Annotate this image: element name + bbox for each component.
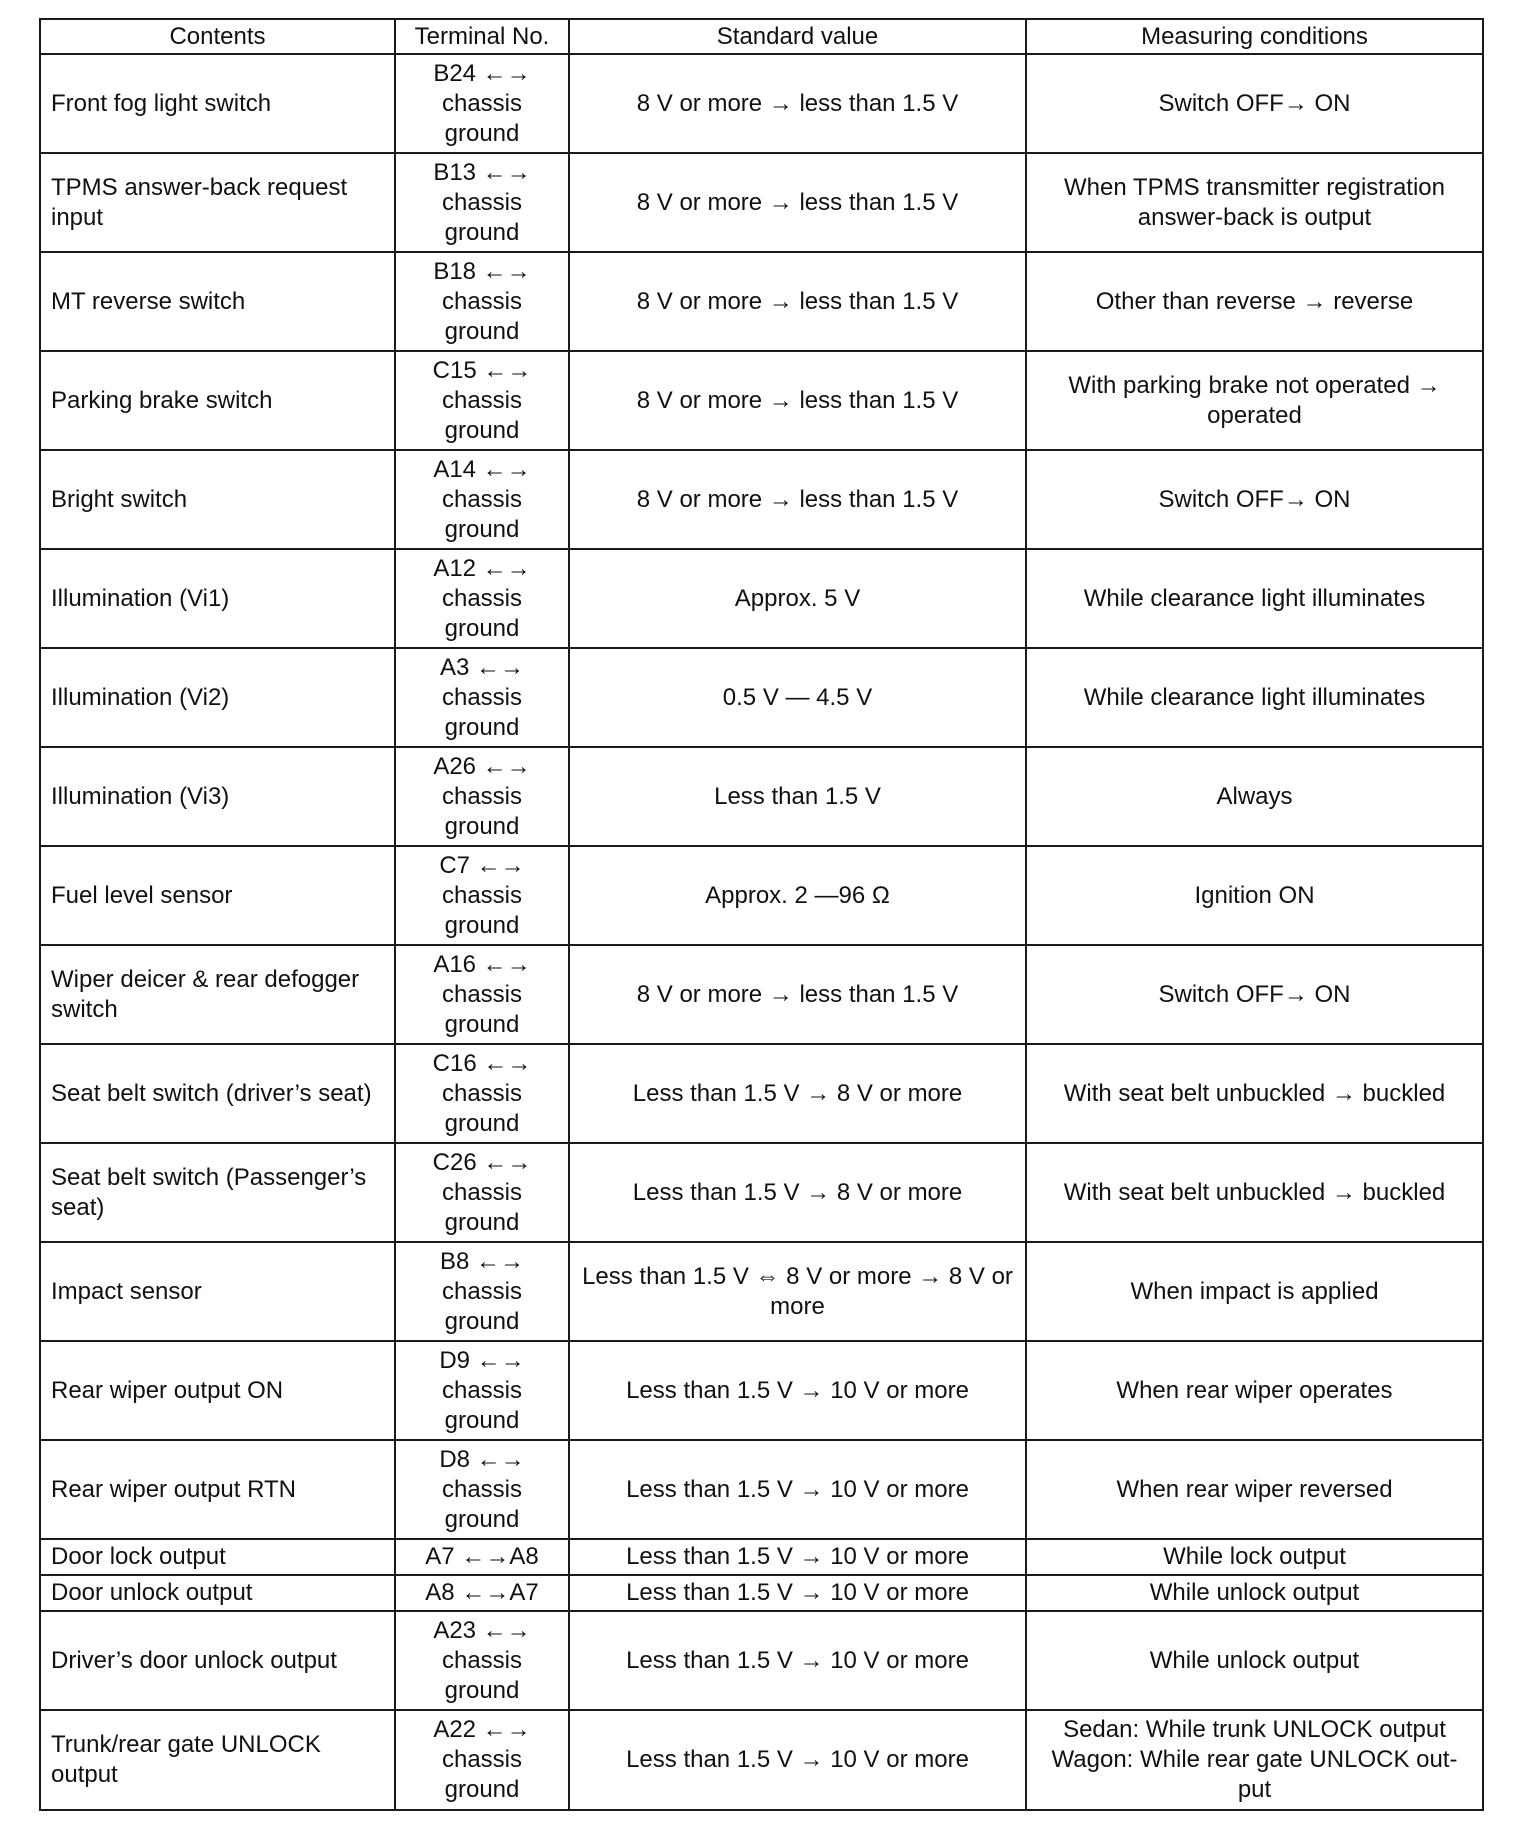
cell-standard-value: 8 V or more → less than 1.5 V (569, 153, 1026, 252)
header-terminal: Terminal No. (395, 19, 569, 54)
cell-measuring-condition: While unlock output (1026, 1611, 1483, 1710)
cell-standard-value: Approx. 2 —96 Ω (569, 846, 1026, 945)
cell-terminal: A16 ←→ chassis ground (395, 945, 569, 1044)
condition-line-wagon: Wagon: While rear gate UNLOCK out-put (1051, 1746, 1458, 1803)
cell-terminal: C7 ←→ chassis ground (395, 846, 569, 945)
cell-measuring-condition: When rear wiper reversed (1026, 1440, 1483, 1539)
cell-contents: Rear wiper output ON (40, 1341, 395, 1440)
cell-standard-value: Less than 1.5 V (569, 747, 1026, 846)
cell-standard-value: 8 V or more → less than 1.5 V (569, 252, 1026, 351)
cell-terminal: C26 ←→ chassis ground (395, 1143, 569, 1242)
cell-standard-value: Less than 1.5 V → 10 V or more (569, 1710, 1026, 1810)
cell-standard-value: Less than 1.5 V → 8 V or more (569, 1044, 1026, 1143)
cell-contents: Seat belt switch (driver’s seat) (40, 1044, 395, 1143)
cell-terminal: B18 ←→ chassis ground (395, 252, 569, 351)
cell-contents: Wiper deicer & rear defogger switch (40, 945, 395, 1044)
cell-contents: Parking brake switch (40, 351, 395, 450)
cell-terminal: D9 ←→ chassis ground (395, 1341, 569, 1440)
header-standard-value: Standard value (569, 19, 1026, 54)
cell-contents: Impact sensor (40, 1242, 395, 1341)
cell-measuring-condition: When TPMS transmitter registration answer-back is output (1026, 153, 1483, 252)
cell-measuring-condition: Other than reverse → reverse (1026, 252, 1483, 351)
cell-standard-value: 8 V or more → less than 1.5 V (569, 351, 1026, 450)
header-contents: Contents (40, 19, 395, 54)
cell-terminal: C15 ←→ chassis ground (395, 351, 569, 450)
cell-terminal: A12 ←→ chassis ground (395, 549, 569, 648)
cell-measuring-condition: While clearance light illuminates (1026, 648, 1483, 747)
cell-standard-value: 8 V or more → less than 1.5 V (569, 945, 1026, 1044)
cell-standard-value: Less than 1.5 V → 10 V or more (569, 1341, 1026, 1440)
cell-measuring-condition: Switch OFF→ ON (1026, 54, 1483, 153)
cell-terminal: C16 ←→ chassis ground (395, 1044, 569, 1143)
cell-standard-value: Approx. 5 V (569, 549, 1026, 648)
table-row (40, 747, 1483, 846)
table-row (40, 351, 1483, 450)
condition-line-sedan: Sedan: While trunk UNLOCK output (1063, 1716, 1446, 1743)
cell-standard-value: Less than 1.5 V ⇔ 8 V or more → 8 V or more (569, 1242, 1026, 1341)
table-row (40, 54, 1483, 153)
spec-table (39, 18, 1484, 1811)
table-row (40, 1611, 1483, 1710)
cell-standard-value: Less than 1.5 V → 10 V or more (569, 1440, 1026, 1539)
cell-contents: Illumination (Vi2) (40, 648, 395, 747)
cell-contents: Illumination (Vi3) (40, 747, 395, 846)
cell-contents: Door unlock output (40, 1575, 395, 1611)
cell-measuring-condition (1026, 1710, 1483, 1810)
cell-terminal: A22 ←→ chassis ground (395, 1710, 569, 1810)
cell-standard-value: 8 V or more → less than 1.5 V (569, 54, 1026, 153)
cell-standard-value: Less than 1.5 V → 10 V or more (569, 1575, 1026, 1611)
cell-measuring-condition: While unlock output (1026, 1575, 1483, 1611)
cell-terminal: A3 ←→ chassis ground (395, 648, 569, 747)
table-row (40, 1539, 1483, 1575)
header-measuring-conditions: Measuring conditions (1026, 19, 1483, 54)
cell-contents: Trunk/rear gate UNLOCK output (40, 1710, 395, 1810)
cell-standard-value: 8 V or more → less than 1.5 V (569, 450, 1026, 549)
cell-terminal: B24 ←→ chassis ground (395, 54, 569, 153)
cell-standard-value: Less than 1.5 V → 10 V or more (569, 1539, 1026, 1575)
cell-contents: Driver’s door unlock output (40, 1611, 395, 1710)
cell-contents: Fuel level sensor (40, 846, 395, 945)
cell-contents: Seat belt switch (Passenger’s seat) (40, 1143, 395, 1242)
table-row (40, 1341, 1483, 1440)
cell-measuring-condition: Switch OFF→ ON (1026, 945, 1483, 1044)
cell-terminal: A7 ←→A8 (395, 1539, 569, 1575)
table-row (40, 648, 1483, 747)
cell-measuring-condition: While lock output (1026, 1539, 1483, 1575)
cell-measuring-condition: With seat belt unbuckled → buckled (1026, 1044, 1483, 1143)
cell-measuring-condition: Always (1026, 747, 1483, 846)
table-row (40, 1044, 1483, 1143)
table-row (40, 1710, 1483, 1810)
table-row (40, 945, 1483, 1044)
cell-terminal: D8 ←→ chassis ground (395, 1440, 569, 1539)
table-row (40, 549, 1483, 648)
cell-measuring-condition: When impact is applied (1026, 1242, 1483, 1341)
cell-standard-value: Less than 1.5 V → 8 V or more (569, 1143, 1026, 1242)
table-row (40, 450, 1483, 549)
cell-contents: Illumination (Vi1) (40, 549, 395, 648)
header-row (40, 19, 1483, 54)
cell-measuring-condition: With parking brake not operated → operated (1026, 351, 1483, 450)
cell-standard-value: Less than 1.5 V → 10 V or more (569, 1611, 1026, 1710)
table-row (40, 1440, 1483, 1539)
table-row (40, 846, 1483, 945)
cell-terminal: B13 ←→ chassis ground (395, 153, 569, 252)
cell-terminal: B8 ←→ chassis ground (395, 1242, 569, 1341)
cell-contents: Rear wiper output RTN (40, 1440, 395, 1539)
cell-measuring-condition: Switch OFF→ ON (1026, 450, 1483, 549)
cell-contents: Front fog light switch (40, 54, 395, 153)
cell-measuring-condition: With seat belt unbuckled → buckled (1026, 1143, 1483, 1242)
table-row (40, 1242, 1483, 1341)
cell-contents: Bright switch (40, 450, 395, 549)
cell-contents: Door lock output (40, 1539, 395, 1575)
cell-terminal: A26 ←→ chassis ground (395, 747, 569, 846)
cell-terminal: A23 ←→ chassis ground (395, 1611, 569, 1710)
cell-terminal: A8 ←→A7 (395, 1575, 569, 1611)
cell-measuring-condition: Ignition ON (1026, 846, 1483, 945)
cell-standard-value: 0.5 V — 4.5 V (569, 648, 1026, 747)
table-row (40, 153, 1483, 252)
cell-contents: MT reverse switch (40, 252, 395, 351)
cell-terminal: A14 ←→ chassis ground (395, 450, 569, 549)
table-row (40, 1143, 1483, 1242)
table-row (40, 1575, 1483, 1611)
cell-measuring-condition: While clearance light illuminates (1026, 549, 1483, 648)
cell-contents: TPMS answer-back request input (40, 153, 395, 252)
table-row (40, 252, 1483, 351)
cell-measuring-condition: When rear wiper operates (1026, 1341, 1483, 1440)
